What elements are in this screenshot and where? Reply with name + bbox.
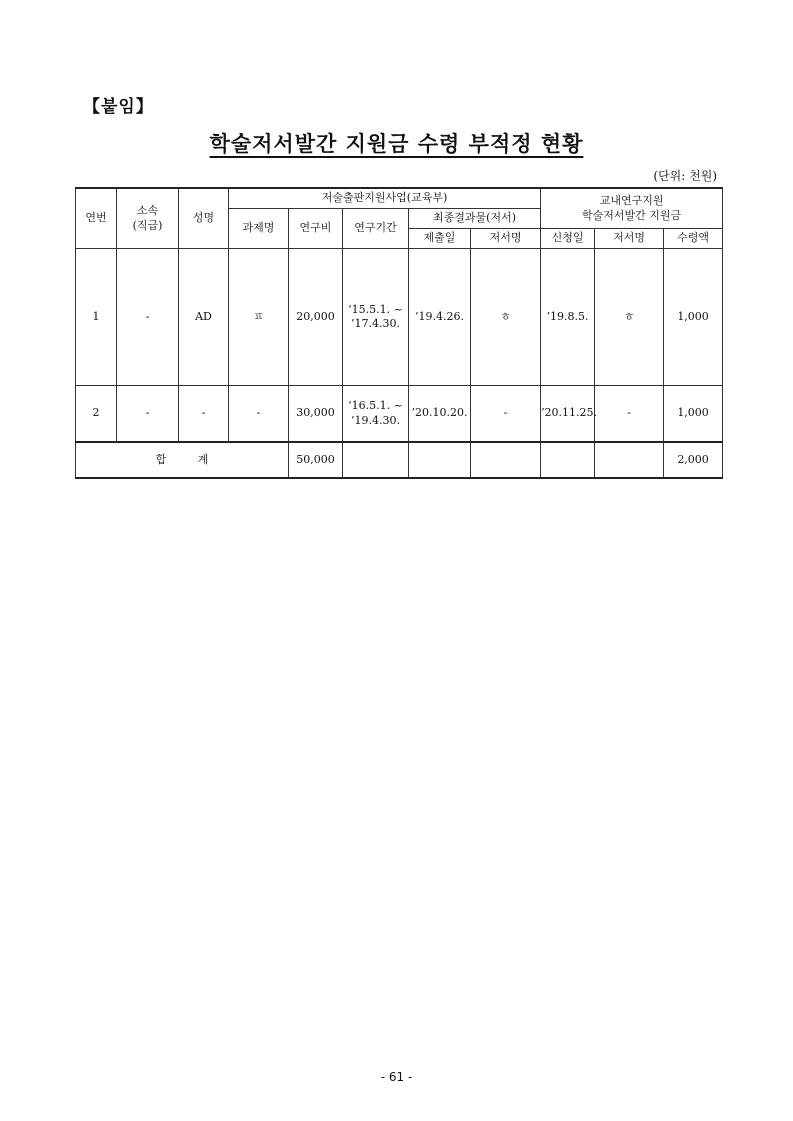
header-amount: 수령액	[664, 229, 723, 249]
cell-affiliation: -	[117, 386, 179, 443]
page-number: - 61 -	[380, 1070, 413, 1084]
cell-name: -	[179, 386, 229, 443]
header-research-fund: 연구비	[289, 209, 343, 249]
header-name: 성명	[179, 188, 229, 249]
cell-research-fund: 30,000	[289, 386, 343, 443]
cell-book-title: ㅎ	[471, 249, 541, 386]
table-row	[76, 249, 723, 386]
cell-research-period: ’15.5.1. ~ ’17.4.30.	[343, 249, 409, 386]
cell-no: 2	[76, 386, 117, 443]
cell-amount: 1,000	[664, 386, 723, 443]
header-book-title-2: 저서명	[595, 229, 664, 249]
attachment-label: 【붙임】	[83, 97, 154, 117]
header-submit-date: 제출일	[409, 229, 471, 249]
cell-submit-date: ’20.10.20.	[409, 386, 471, 443]
total-empty	[409, 442, 471, 478]
header-no: 연번	[76, 188, 117, 249]
total-empty	[471, 442, 541, 478]
cell-book-title-2: ㅎ	[595, 249, 664, 386]
unit-note: (단위: 천원)	[653, 169, 717, 183]
cell-amount: 1,000	[664, 249, 723, 386]
header-group-moe: 저술출판지원사업(교육부)	[229, 188, 541, 209]
header-final-result: 최종결과물(저서)	[409, 209, 541, 229]
status-table	[75, 187, 723, 479]
total-research-fund: 50,000	[289, 442, 343, 478]
cell-project-name: -	[229, 386, 289, 443]
header-project-name: 과제명	[229, 209, 289, 249]
page-title	[0, 128, 793, 158]
cell-research-fund: 20,000	[289, 249, 343, 386]
header-group-school: 교내연구지원 학술저서발간 지원금	[541, 188, 723, 229]
cell-name: AD	[179, 249, 229, 386]
total-label: 합 계	[76, 442, 289, 478]
cell-submit-date: ’19.4.26.	[409, 249, 471, 386]
cell-book-title-2: -	[595, 386, 664, 443]
cell-research-period: ’16.5.1. ~ ’19.4.30.	[343, 386, 409, 443]
total-empty	[595, 442, 664, 478]
cell-book-title: -	[471, 386, 541, 443]
cell-project-name: ㅍ	[229, 249, 289, 386]
total-amount: 2,000	[664, 442, 723, 478]
header-affiliation: 소속 (직급)	[117, 188, 179, 249]
cell-apply-date: ’20.11.25.	[541, 386, 595, 443]
header-research-period: 연구기간	[343, 209, 409, 249]
cell-apply-date: ’19.8.5.	[541, 249, 595, 386]
table-row	[76, 386, 723, 443]
cell-no: 1	[76, 249, 117, 386]
header-book-title: 저서명	[471, 229, 541, 249]
page-title-text: 학술저서발간 지원금 수령 부적정 현황	[209, 132, 584, 156]
total-row	[76, 442, 723, 478]
total-empty	[343, 442, 409, 478]
header-apply-date: 신청일	[541, 229, 595, 249]
cell-affiliation: -	[117, 249, 179, 386]
total-empty	[541, 442, 595, 478]
